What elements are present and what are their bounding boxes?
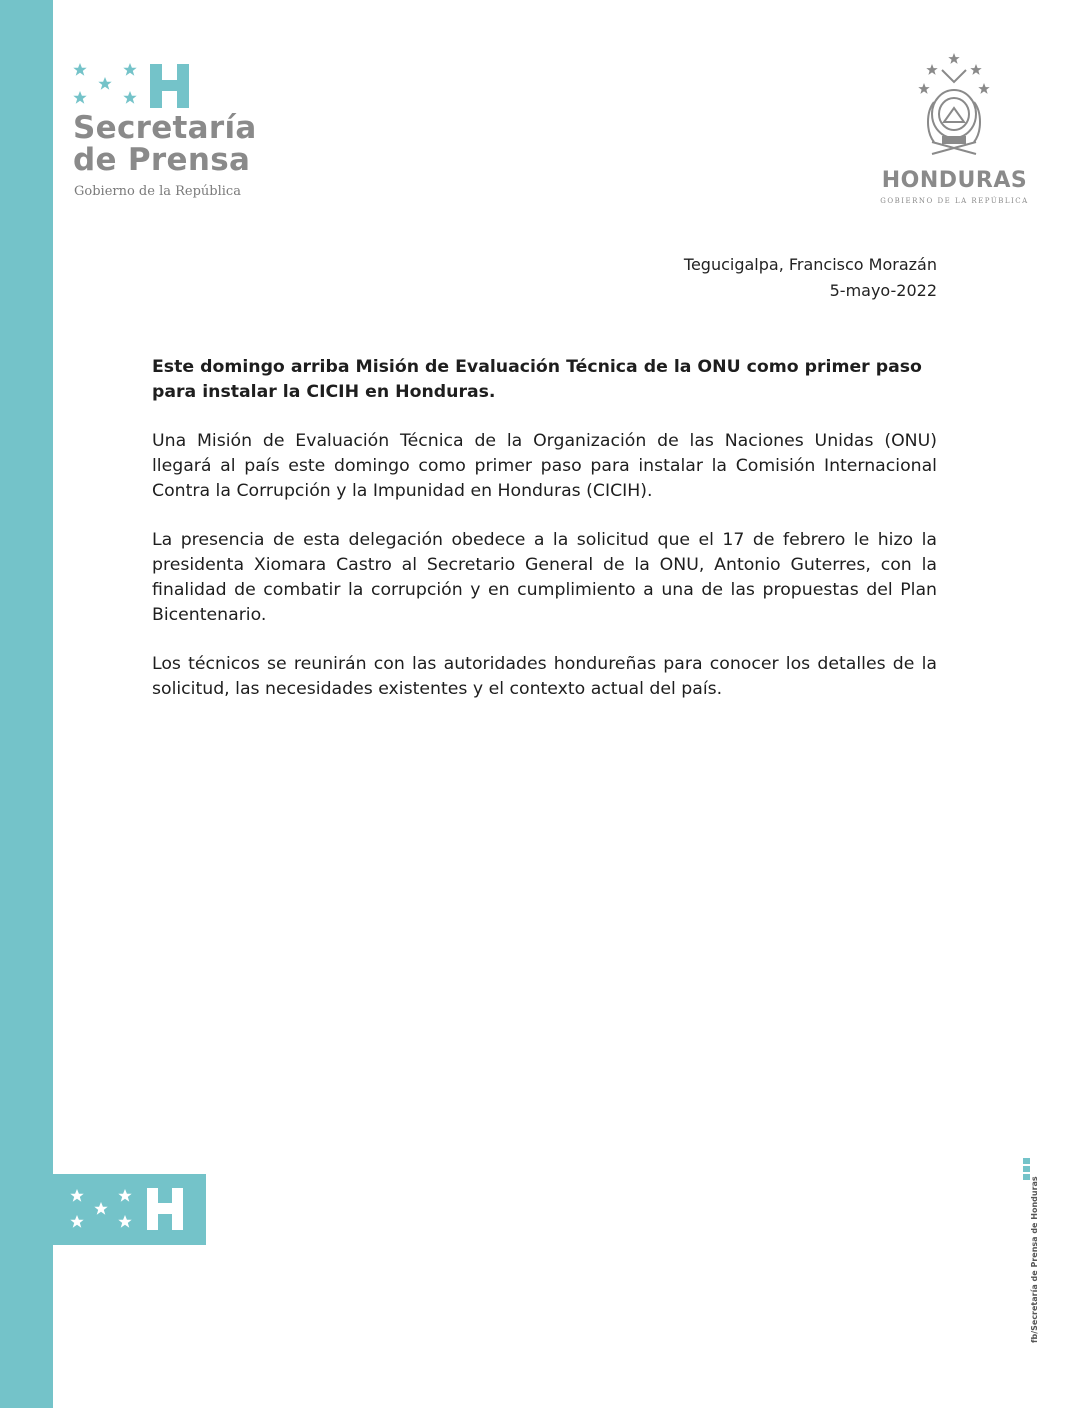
social-handle-vertical xyxy=(1018,1178,1042,1343)
place-date-block xyxy=(684,252,937,304)
footer-h-mark xyxy=(53,1174,206,1245)
honduras-government-logo xyxy=(872,52,1037,212)
facebook-handle[interactable]: fb/Secretaría de Prensa de Honduras xyxy=(1030,1176,1039,1343)
paragraph-3: Los técnicos se reunirán con las autoridades hondureñas para conocer los detalles de la solicitud, las necesidades existentes y el contexto actual del país. xyxy=(152,654,937,699)
location: Tegucigalpa, Francisco Morazán xyxy=(683,255,937,274)
logo-subtitle: Gobierno de la República xyxy=(74,184,241,199)
paragraph-2: La presencia de esta delegación obedece a la solicitud que el 17 de febrero le hizo la presidenta Xiomara Castro al Secretario General de la ONU, Antonio Guterres, con la finalidad de combatir la corrupción y en cumplimiento a una de las propuestas del Plan Bicentenario. xyxy=(152,530,937,625)
logo-title xyxy=(73,112,257,176)
stars-h-mark-icon xyxy=(70,60,200,110)
left-accent-band xyxy=(0,0,53,1408)
logo-title-line2: de Prensa xyxy=(73,142,251,178)
government-subtitle: GOBIERNO DE LA REPÚBLICA xyxy=(880,197,1029,205)
stars-h-footer-icon xyxy=(53,1174,206,1245)
coat-of-arms-icon xyxy=(872,52,1037,167)
date: 5-mayo-2022 xyxy=(829,281,937,300)
headline: Este domingo arriba Misión de Evaluación Técnica de la ONU como primer paso para instalar la CICIH en Honduras. xyxy=(152,357,922,402)
press-release-body xyxy=(152,355,937,726)
secretaria-de-prensa-logo xyxy=(70,60,300,210)
paragraph-1: Una Misión de Evaluación Técnica de la Organización de las Naciones Unidas (ONU) llegará al país este domingo como primer paso para instalar la Comisión Internacional Contra la Corrupción y la Impunidad en Honduras (CICIH). xyxy=(152,431,937,501)
logo-title-line1: Secretaría xyxy=(73,110,257,146)
country-name: HONDURAS xyxy=(881,168,1028,193)
accent-bars-icon xyxy=(1023,1158,1030,1182)
